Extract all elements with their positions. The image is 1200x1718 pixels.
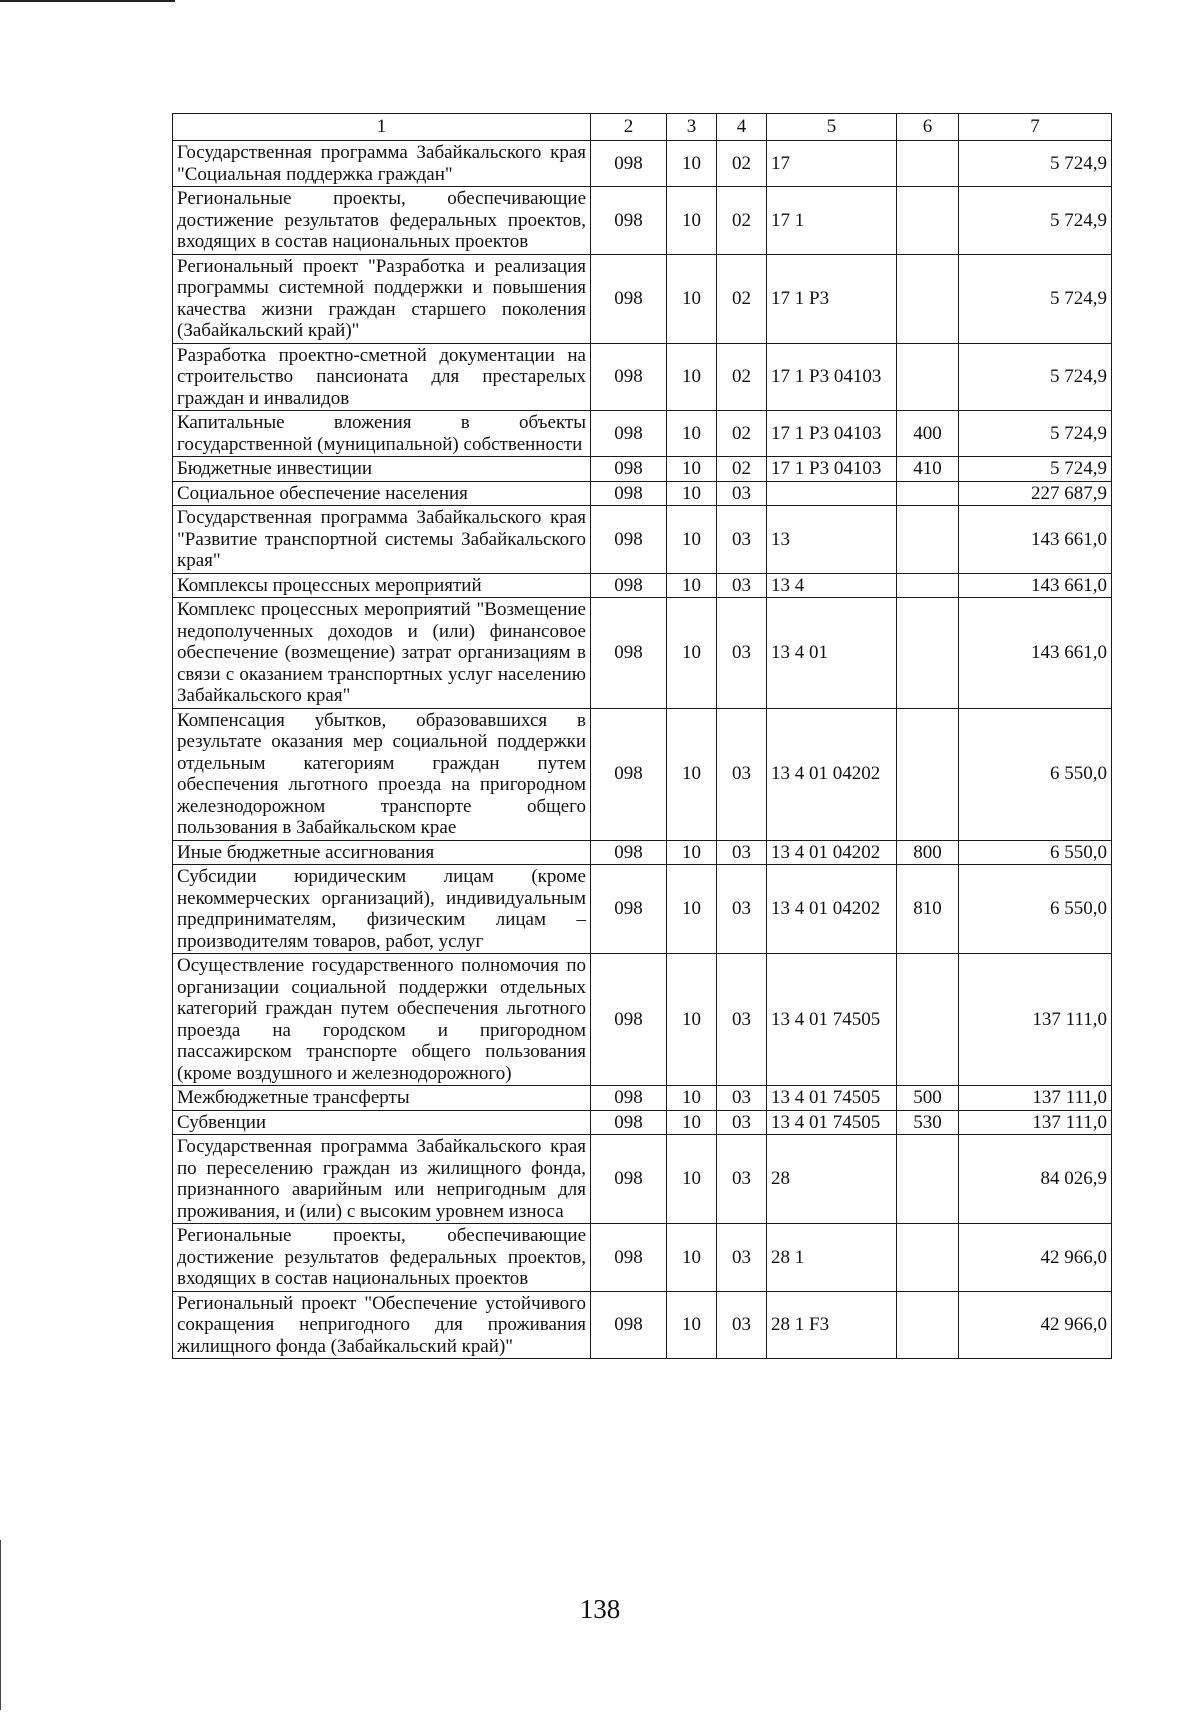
expense-type-cell: [897, 573, 959, 598]
admin-code-cell: 098: [591, 573, 667, 598]
section-code-cell: 10: [667, 457, 717, 482]
section-code-cell: 10: [667, 411, 717, 457]
section-code-cell: 10: [667, 1224, 717, 1292]
target-article-cell: [767, 481, 897, 506]
table-row: [173, 187, 1112, 255]
row-name-cell: Региональный проект "Разработка и реализация программы системной поддержки и повышения качества жизни граждан старшего поколения (Забайкальский край)": [173, 254, 591, 343]
row-name-cell: Государственная программа Забайкальского края "Социальная поддержка граждан": [173, 141, 591, 187]
subsection-code-cell: 03: [717, 481, 767, 506]
table-row: [173, 598, 1112, 709]
amount-cell: 143 661,0: [959, 506, 1112, 574]
target-article-cell: 13 4 01 04202: [767, 865, 897, 954]
expense-type-cell: [897, 481, 959, 506]
expense-type-cell: [897, 506, 959, 574]
subsection-code-cell: 03: [717, 708, 767, 840]
subsection-code-cell: 02: [717, 411, 767, 457]
target-article-cell: 17 1 P3: [767, 254, 897, 343]
admin-code-cell: 098: [591, 1110, 667, 1135]
table-row: [173, 840, 1112, 865]
target-article-cell: 13 4 01 74505: [767, 954, 897, 1086]
expense-type-cell: 400: [897, 411, 959, 457]
admin-code-cell: 098: [591, 954, 667, 1086]
amount-cell: 137 111,0: [959, 1086, 1112, 1111]
expense-type-cell: [897, 708, 959, 840]
expense-type-cell: [897, 1291, 959, 1359]
row-name-cell: Межбюджетные трансферты: [173, 1086, 591, 1111]
amount-cell: 42 966,0: [959, 1224, 1112, 1292]
target-article-cell: 13 4 01 04202: [767, 708, 897, 840]
header-col-1: 1: [173, 114, 591, 141]
header-col-7: 7: [959, 114, 1112, 141]
table-row: [173, 708, 1112, 840]
admin-code-cell: 098: [591, 1135, 667, 1224]
subsection-code-cell: 03: [717, 573, 767, 598]
table-row: [173, 343, 1112, 411]
section-code-cell: 10: [667, 1135, 717, 1224]
section-code-cell: 10: [667, 506, 717, 574]
admin-code-cell: 098: [591, 187, 667, 255]
target-article-cell: 13 4 01: [767, 598, 897, 709]
row-name-cell: Капитальные вложения в объекты государственной (муниципальной) собственности: [173, 411, 591, 457]
expense-type-cell: 800: [897, 840, 959, 865]
row-name-cell: Субвенции: [173, 1110, 591, 1135]
subsection-code-cell: 03: [717, 954, 767, 1086]
amount-cell: 5 724,9: [959, 187, 1112, 255]
admin-code-cell: 098: [591, 506, 667, 574]
subsection-code-cell: 02: [717, 343, 767, 411]
row-name-cell: Компенсация убытков, образовавшихся в результате оказания мер социальной поддержки отдельным категориям граждан путем обеспечения льготного проезда на пригородном железнодорожном транспорте общего пользования в Забайкальском крае: [173, 708, 591, 840]
subsection-code-cell: 02: [717, 187, 767, 255]
section-code-cell: 10: [667, 954, 717, 1086]
target-article-cell: 17 1 P3 04103: [767, 411, 897, 457]
section-code-cell: 10: [667, 1291, 717, 1359]
amount-cell: 137 111,0: [959, 954, 1112, 1086]
header-col-6: 6: [897, 114, 959, 141]
amount-cell: 143 661,0: [959, 573, 1112, 598]
subsection-code-cell: 03: [717, 1110, 767, 1135]
subsection-code-cell: 03: [717, 1135, 767, 1224]
header-col-3: 3: [667, 114, 717, 141]
amount-cell: 5 724,9: [959, 411, 1112, 457]
section-code-cell: 10: [667, 840, 717, 865]
target-article-cell: 28: [767, 1135, 897, 1224]
expense-type-cell: [897, 187, 959, 255]
table-row: [173, 481, 1112, 506]
target-article-cell: 17: [767, 141, 897, 187]
expense-type-cell: 500: [897, 1086, 959, 1111]
amount-cell: 6 550,0: [959, 865, 1112, 954]
expense-type-cell: 530: [897, 1110, 959, 1135]
section-code-cell: 10: [667, 865, 717, 954]
table-row: [173, 506, 1112, 574]
admin-code-cell: 098: [591, 598, 667, 709]
section-code-cell: 10: [667, 481, 717, 506]
subsection-code-cell: 03: [717, 506, 767, 574]
amount-cell: 5 724,9: [959, 254, 1112, 343]
admin-code-cell: 098: [591, 1224, 667, 1292]
section-code-cell: 10: [667, 343, 717, 411]
expense-type-cell: [897, 254, 959, 343]
section-code-cell: 10: [667, 708, 717, 840]
expense-type-cell: [897, 1224, 959, 1292]
row-name-cell: Субсидии юридическим лицам (кроме некоммерческих организаций), индивидуальным предпринимателям, физическим лицам – производителям товаров, работ, услуг: [173, 865, 591, 954]
amount-cell: 84 026,9: [959, 1135, 1112, 1224]
target-article-cell: 17 1 P3 04103: [767, 343, 897, 411]
admin-code-cell: 098: [591, 254, 667, 343]
target-article-cell: 13: [767, 506, 897, 574]
expense-type-cell: 810: [897, 865, 959, 954]
admin-code-cell: 098: [591, 1086, 667, 1111]
amount-cell: 6 550,0: [959, 708, 1112, 840]
section-code-cell: 10: [667, 573, 717, 598]
row-name-cell: Осуществление государственного полномочия по организации социальной поддержки отдельных категорий граждан путем обеспечения льготного проезда на городском и пригородном пассажирском транспорте общего пользования (кроме воздушного и железнодорожного): [173, 954, 591, 1086]
scan-edge-line: [0, 0, 175, 2]
row-name-cell: Бюджетные инвестиции: [173, 457, 591, 482]
amount-cell: 5 724,9: [959, 457, 1112, 482]
target-article-cell: 13 4 01 74505: [767, 1110, 897, 1135]
table-row: [173, 1086, 1112, 1111]
section-code-cell: 10: [667, 187, 717, 255]
admin-code-cell: 098: [591, 457, 667, 482]
subsection-code-cell: 03: [717, 865, 767, 954]
amount-cell: 227 687,9: [959, 481, 1112, 506]
target-article-cell: 13 4 01 74505: [767, 1086, 897, 1111]
amount-cell: 143 661,0: [959, 598, 1112, 709]
section-code-cell: 10: [667, 254, 717, 343]
target-article-cell: 28 1: [767, 1224, 897, 1292]
row-name-cell: Комплекс процессных мероприятий "Возмещение недополученных доходов и (или) финансовое обеспечение (возмещение) затрат организациям в связи с оказанием транспортных услуг населению Забайкальского края": [173, 598, 591, 709]
row-name-cell: Региональные проекты, обеспечивающие достижение результатов федеральных проектов, входящих в состав национальных проектов: [173, 1224, 591, 1292]
header-col-5: 5: [767, 114, 897, 141]
row-name-cell: Региональный проект "Обеспечение устойчивого сокращения непригодного для проживания жилищного фонда (Забайкальский край)": [173, 1291, 591, 1359]
subsection-code-cell: 03: [717, 1086, 767, 1111]
table-header-row: [173, 114, 1112, 141]
row-name-cell: Государственная программа Забайкальского края по переселению граждан из жилищного фонда, признанного аварийным или непригодным для проживания, и (или) с высоким уровнем износа: [173, 1135, 591, 1224]
table-row: [173, 254, 1112, 343]
target-article-cell: 13 4: [767, 573, 897, 598]
target-article-cell: 17 1: [767, 187, 897, 255]
table-row: [173, 1110, 1112, 1135]
table-row: [173, 411, 1112, 457]
row-name-cell: Разработка проектно-сметной документации на строительство пансионата для престарелых граждан и инвалидов: [173, 343, 591, 411]
row-name-cell: Социальное обеспечение населения: [173, 481, 591, 506]
section-code-cell: 10: [667, 141, 717, 187]
row-name-cell: Региональные проекты, обеспечивающие достижение результатов федеральных проектов, входящих в состав национальных проектов: [173, 187, 591, 255]
table-row: [173, 141, 1112, 187]
amount-cell: 6 550,0: [959, 840, 1112, 865]
amount-cell: 137 111,0: [959, 1110, 1112, 1135]
section-code-cell: 10: [667, 1110, 717, 1135]
table-row: [173, 1224, 1112, 1292]
subsection-code-cell: 03: [717, 840, 767, 865]
admin-code-cell: 098: [591, 708, 667, 840]
expense-type-cell: [897, 141, 959, 187]
row-name-cell: Комплексы процессных мероприятий: [173, 573, 591, 598]
header-col-2: 2: [591, 114, 667, 141]
table-row: [173, 573, 1112, 598]
table-row: [173, 1291, 1112, 1359]
expense-type-cell: [897, 1135, 959, 1224]
subsection-code-cell: 02: [717, 457, 767, 482]
header-col-4: 4: [717, 114, 767, 141]
row-name-cell: Государственная программа Забайкальского края "Развитие транспортной системы Забайкальского края": [173, 506, 591, 574]
expense-type-cell: 410: [897, 457, 959, 482]
section-code-cell: 10: [667, 598, 717, 709]
page-number: 138: [579, 1594, 621, 1624]
subsection-code-cell: 03: [717, 598, 767, 709]
table-row: [173, 954, 1112, 1086]
subsection-code-cell: 02: [717, 254, 767, 343]
admin-code-cell: 098: [591, 141, 667, 187]
table-row: [173, 1135, 1112, 1224]
table-row: [173, 457, 1112, 482]
expense-type-cell: [897, 343, 959, 411]
table-body: [173, 141, 1112, 1359]
table-row: [173, 865, 1112, 954]
budget-table: [172, 113, 1112, 1359]
admin-code-cell: 098: [591, 865, 667, 954]
scan-margin-mark: [0, 1540, 1, 1710]
subsection-code-cell: 02: [717, 141, 767, 187]
amount-cell: 5 724,9: [959, 343, 1112, 411]
subsection-code-cell: 03: [717, 1291, 767, 1359]
admin-code-cell: 098: [591, 343, 667, 411]
expense-type-cell: [897, 598, 959, 709]
admin-code-cell: 098: [591, 1291, 667, 1359]
admin-code-cell: 098: [591, 840, 667, 865]
admin-code-cell: 098: [591, 481, 667, 506]
amount-cell: 42 966,0: [959, 1291, 1112, 1359]
expense-type-cell: [897, 954, 959, 1086]
amount-cell: 5 724,9: [959, 141, 1112, 187]
admin-code-cell: 098: [591, 411, 667, 457]
target-article-cell: 13 4 01 04202: [767, 840, 897, 865]
subsection-code-cell: 03: [717, 1224, 767, 1292]
section-code-cell: 10: [667, 1086, 717, 1111]
target-article-cell: 28 1 F3: [767, 1291, 897, 1359]
target-article-cell: 17 1 P3 04103: [767, 457, 897, 482]
row-name-cell: Иные бюджетные ассигнования: [173, 840, 591, 865]
